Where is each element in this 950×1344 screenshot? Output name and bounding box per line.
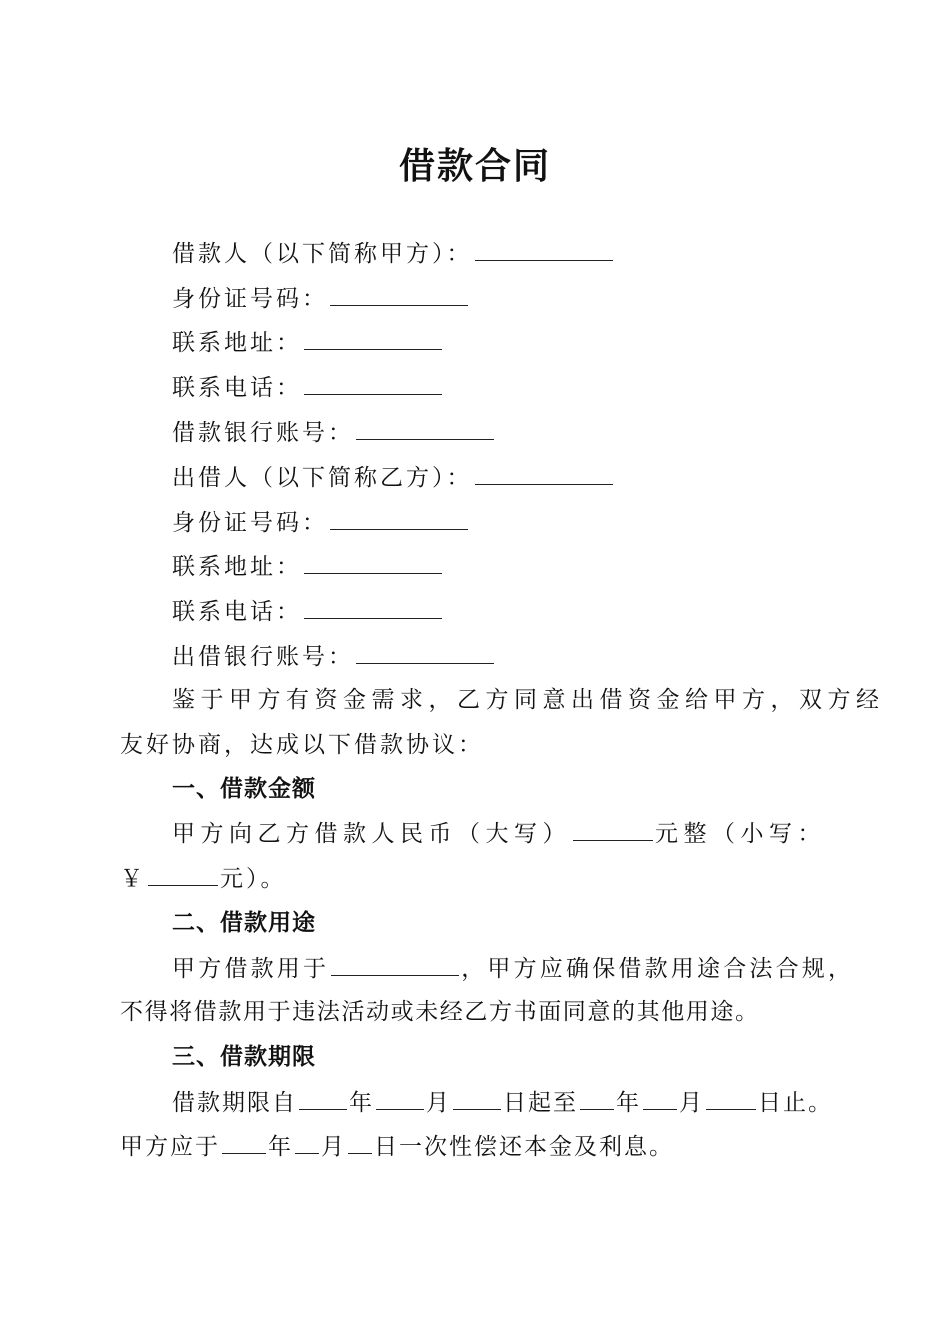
section3-line-2: [120, 1131, 674, 1162]
purpose-text-a: 甲方借款用于: [172, 956, 330, 982]
section3-line-1: [172, 1087, 833, 1118]
section3-heading: 三、借款期限: [172, 1044, 316, 1070]
repay-text-3: 月: [321, 1134, 346, 1160]
term-text-2: 年: [349, 1090, 374, 1116]
purpose-text-b: ，甲方应确保借款用途合法合规，: [461, 956, 855, 982]
section2-line-1: [172, 953, 854, 984]
lender-account-line: [172, 641, 496, 672]
borrower-name-blank[interactable]: [475, 238, 613, 261]
repay-year-blank[interactable]: [222, 1131, 266, 1154]
borrower-name-label: 借款人（以下简称甲方）：: [172, 241, 473, 267]
borrower-id-line: [172, 283, 470, 314]
borrower-phone-line: [172, 372, 444, 403]
repay-day-blank[interactable]: [348, 1131, 372, 1154]
amount-numeric-blank[interactable]: [148, 863, 218, 886]
borrower-address-line: [172, 327, 444, 358]
lender-name-line: [172, 462, 615, 493]
term-text-1: 借款期限自: [172, 1090, 297, 1116]
borrower-id-label: 身份证号码：: [172, 286, 328, 312]
term-text-6: 月: [679, 1090, 704, 1116]
borrower-address-blank[interactable]: [304, 327, 442, 350]
repay-text-4: 日一次性偿还本金及利息。: [374, 1134, 674, 1160]
purpose-blank[interactable]: [331, 953, 459, 976]
term-text-4: 日起至: [503, 1090, 578, 1116]
lender-address-label: 联系地址：: [172, 554, 302, 580]
borrower-address-label: 联系地址：: [172, 330, 302, 356]
lender-phone-line: [172, 596, 444, 627]
borrower-account-line: [172, 417, 496, 448]
repay-text-2: 年: [268, 1134, 293, 1160]
amount-text-a: 甲方向乙方借款人民币（大写）: [172, 821, 571, 847]
lender-id-blank[interactable]: [330, 507, 468, 530]
start-year-blank[interactable]: [299, 1087, 347, 1110]
borrower-phone-label: 联系电话：: [172, 375, 302, 401]
lender-id-label: 身份证号码：: [172, 510, 328, 536]
section1-line-2: [120, 863, 287, 894]
yuan-symbol: ￥: [120, 866, 146, 892]
document-title: 借款合同: [398, 145, 551, 187]
borrower-account-blank[interactable]: [356, 417, 494, 440]
lender-account-label: 出借银行账号：: [172, 644, 354, 670]
lender-address-blank[interactable]: [304, 551, 442, 574]
lender-id-line: [172, 507, 470, 538]
end-day-blank[interactable]: [706, 1087, 756, 1110]
start-day-blank[interactable]: [453, 1087, 501, 1110]
section1-line-1: [172, 818, 826, 849]
end-month-blank[interactable]: [643, 1087, 677, 1110]
borrower-phone-blank[interactable]: [304, 372, 442, 395]
section2-heading: 二、借款用途: [172, 910, 316, 936]
section2-line-2: 不得将借款用于违法活动或未经乙方书面同意的其他用途。: [120, 999, 760, 1025]
amount-text-b: 元整（小写：: [655, 821, 826, 847]
lender-address-line: [172, 551, 444, 582]
repay-text-1: 甲方应于: [120, 1134, 220, 1160]
start-month-blank[interactable]: [376, 1087, 424, 1110]
amount-text-c: 元）。: [220, 866, 287, 892]
borrower-id-blank[interactable]: [330, 283, 468, 306]
lender-name-label: 出借人（以下简称乙方）：: [172, 465, 473, 491]
end-year-blank[interactable]: [580, 1087, 614, 1110]
amount-uppercase-blank[interactable]: [573, 818, 653, 841]
repay-month-blank[interactable]: [295, 1131, 319, 1154]
term-text-3: 月: [426, 1090, 451, 1116]
borrower-name-line: [172, 238, 615, 269]
section1-heading: 一、借款金额: [172, 776, 316, 802]
borrower-account-label: 借款银行账号：: [172, 420, 354, 446]
term-text-7: 日止。: [758, 1090, 833, 1116]
lender-phone-label: 联系电话：: [172, 599, 302, 625]
term-text-5: 年: [616, 1090, 641, 1116]
lender-account-blank[interactable]: [356, 641, 494, 664]
lender-phone-blank[interactable]: [304, 596, 442, 619]
preamble-line-1: 鉴于甲方有资金需求，乙方同意出借资金给甲方，双方经: [172, 687, 885, 713]
lender-name-blank[interactable]: [475, 462, 613, 485]
preamble-line-2: 友好协商，达成以下借款协议：: [120, 732, 484, 758]
